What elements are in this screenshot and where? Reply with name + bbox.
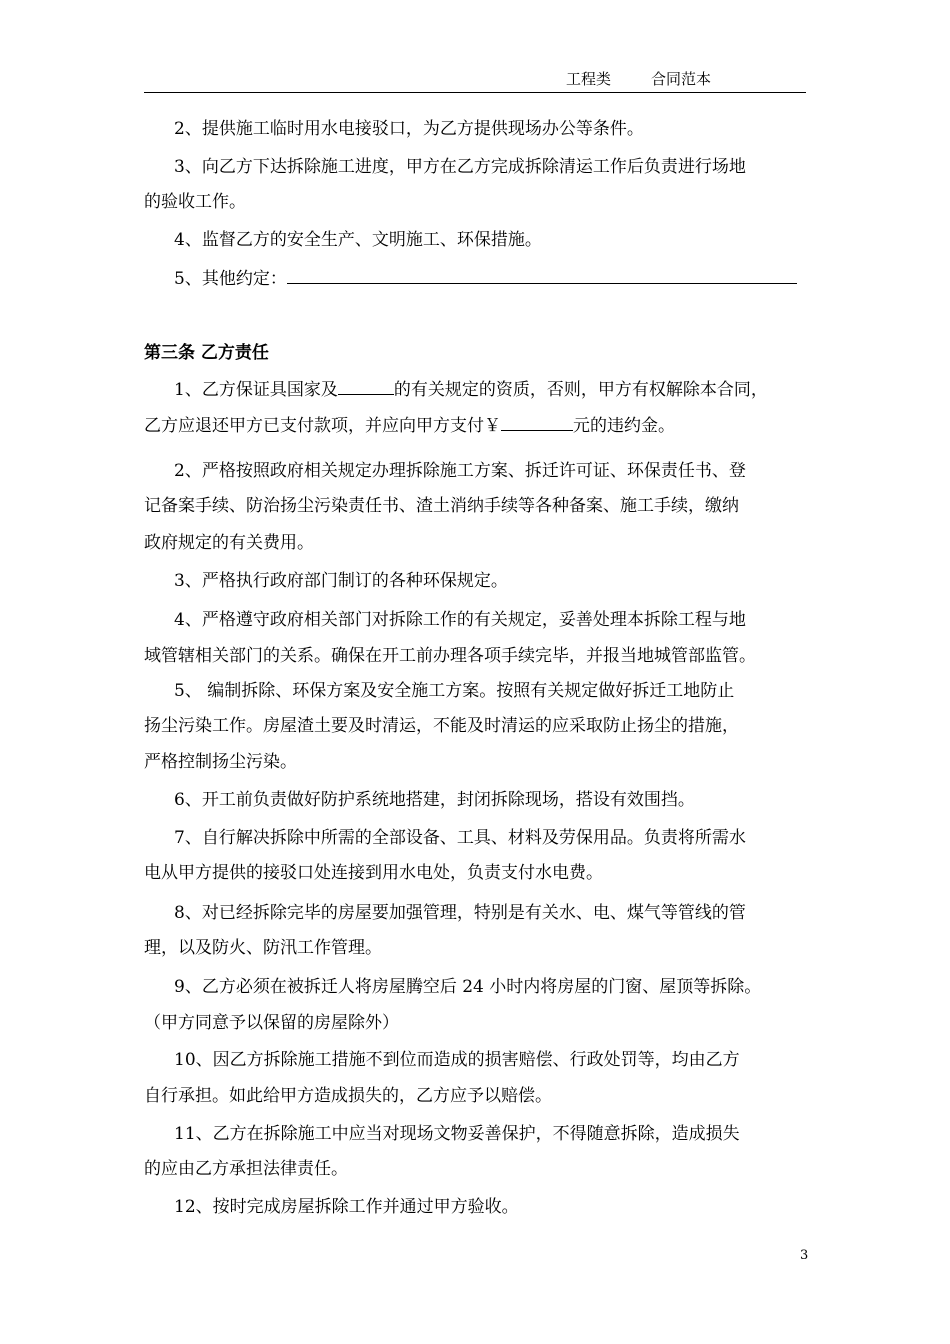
clause-b-11: 11、乙方在拆除施工中应当对现场文物妥善保护，不得随意拆除，造成损失 [174, 1124, 740, 1144]
clause-b-1-cont [144, 414, 675, 437]
page-number: 3 [800, 1248, 809, 1263]
clause-a-2: 2、提供施工临时用水电接驳口，为乙方提供现场办公等条件。 [174, 119, 644, 139]
clause-b-3: 3、严格执行政府部门制订的各种环保规定。 [174, 571, 508, 591]
clause-b-9-cont: （甲方同意予以保留的房屋除外） [144, 1013, 399, 1033]
clause-a-3: 3、向乙方下达拆除施工进度，甲方在乙方完成拆除清运工作后负责进行场地 [174, 157, 746, 177]
clause-b-5: 5、 编制拆除、环保方案及安全施工方案。按照有关规定做好拆迁工地防止 [174, 681, 735, 701]
clause-b-1 [174, 378, 768, 401]
header-title: 合同范本 [651, 70, 712, 88]
clause-b-12: 12、按时完成房屋拆除工作并通过甲方验收。 [174, 1197, 519, 1217]
clause-b-1-part1: 1、乙方保证具国家及 [174, 380, 338, 400]
clause-b-4-cont: 域管辖相关部门的关系。确保在开工前办理各项手续完毕，并报当地城管部监管。 [144, 646, 756, 666]
penalty-amount-blank [501, 414, 573, 431]
clause-b-10-cont: 自行承担。如此给甲方造成损失的，乙方应予以赔偿。 [144, 1086, 552, 1106]
clause-a-3-cont: 的验收工作。 [144, 192, 246, 212]
other-agreement-blank [287, 267, 797, 284]
clause-b-7: 7、自行解决拆除中所需的全部设备、工具、材料及劳保用品。负责将所需水 [174, 828, 746, 848]
clause-b-2-cont1: 记备案手续、防治扬尘污染责任书、渣土消纳手续等各种备案、施工手续，缴纳 [144, 496, 739, 516]
clause-b-9: 9、乙方必须在被拆迁人将房屋腾空后 24 小时内将房屋的门窗、屋顶等拆除。 [174, 977, 762, 997]
clause-b-7-cont: 电从甲方提供的接驳口处连接到用水电处，负责支付水电费。 [144, 863, 603, 883]
qualification-blank [338, 378, 394, 395]
clause-b-8: 8、对已经拆除完毕的房屋要加强管理，特别是有关水、电、煤气等管线的管 [174, 903, 746, 923]
clause-b-5-cont1: 扬尘污染工作。房屋渣土要及时清运，不能及时清运的应采取防止扬尘的措施， [144, 716, 739, 736]
clause-b-8-cont: 理，以及防火、防汛工作管理。 [144, 938, 382, 958]
header-category: 工程类 [566, 70, 612, 88]
clause-b-10: 10、因乙方拆除施工措施不到位而造成的损害赔偿、行政处罚等，均由乙方 [174, 1050, 740, 1070]
clause-b-6: 6、开工前负责做好防护系统地搭建，封闭拆除现场，搭设有效围挡。 [174, 790, 695, 810]
clause-b-1-part3: 乙方应退还甲方已支付款项，并应向甲方支付￥ [144, 416, 501, 436]
clause-b-1-part2: 的有关规定的资质，否则，甲方有权解除本合同， [393, 380, 768, 400]
clause-a-5-label: 5、其他约定： [174, 269, 287, 289]
clause-b-5-cont2: 严格控制扬尘污染。 [144, 752, 297, 772]
clause-a-5 [174, 267, 797, 290]
page-header [144, 66, 806, 93]
clause-b-4: 4、严格遵守政府相关部门对拆除工作的有关规定，妥善处理本拆除工程与地 [174, 610, 746, 630]
clause-a-4: 4、监督乙方的安全生产、文明施工、环保措施。 [174, 230, 542, 250]
section-title: 第三条 乙方责任 [144, 343, 269, 363]
clause-b-1-part4: 元的违约金。 [573, 416, 675, 436]
clause-b-11-cont: 的应由乙方承担法律责任。 [144, 1159, 348, 1179]
clause-b-2-cont2: 政府规定的有关费用。 [144, 533, 314, 553]
clause-b-2: 2、严格按照政府相关规定办理拆除施工方案、拆迁许可证、环保责任书、登 [174, 461, 746, 481]
